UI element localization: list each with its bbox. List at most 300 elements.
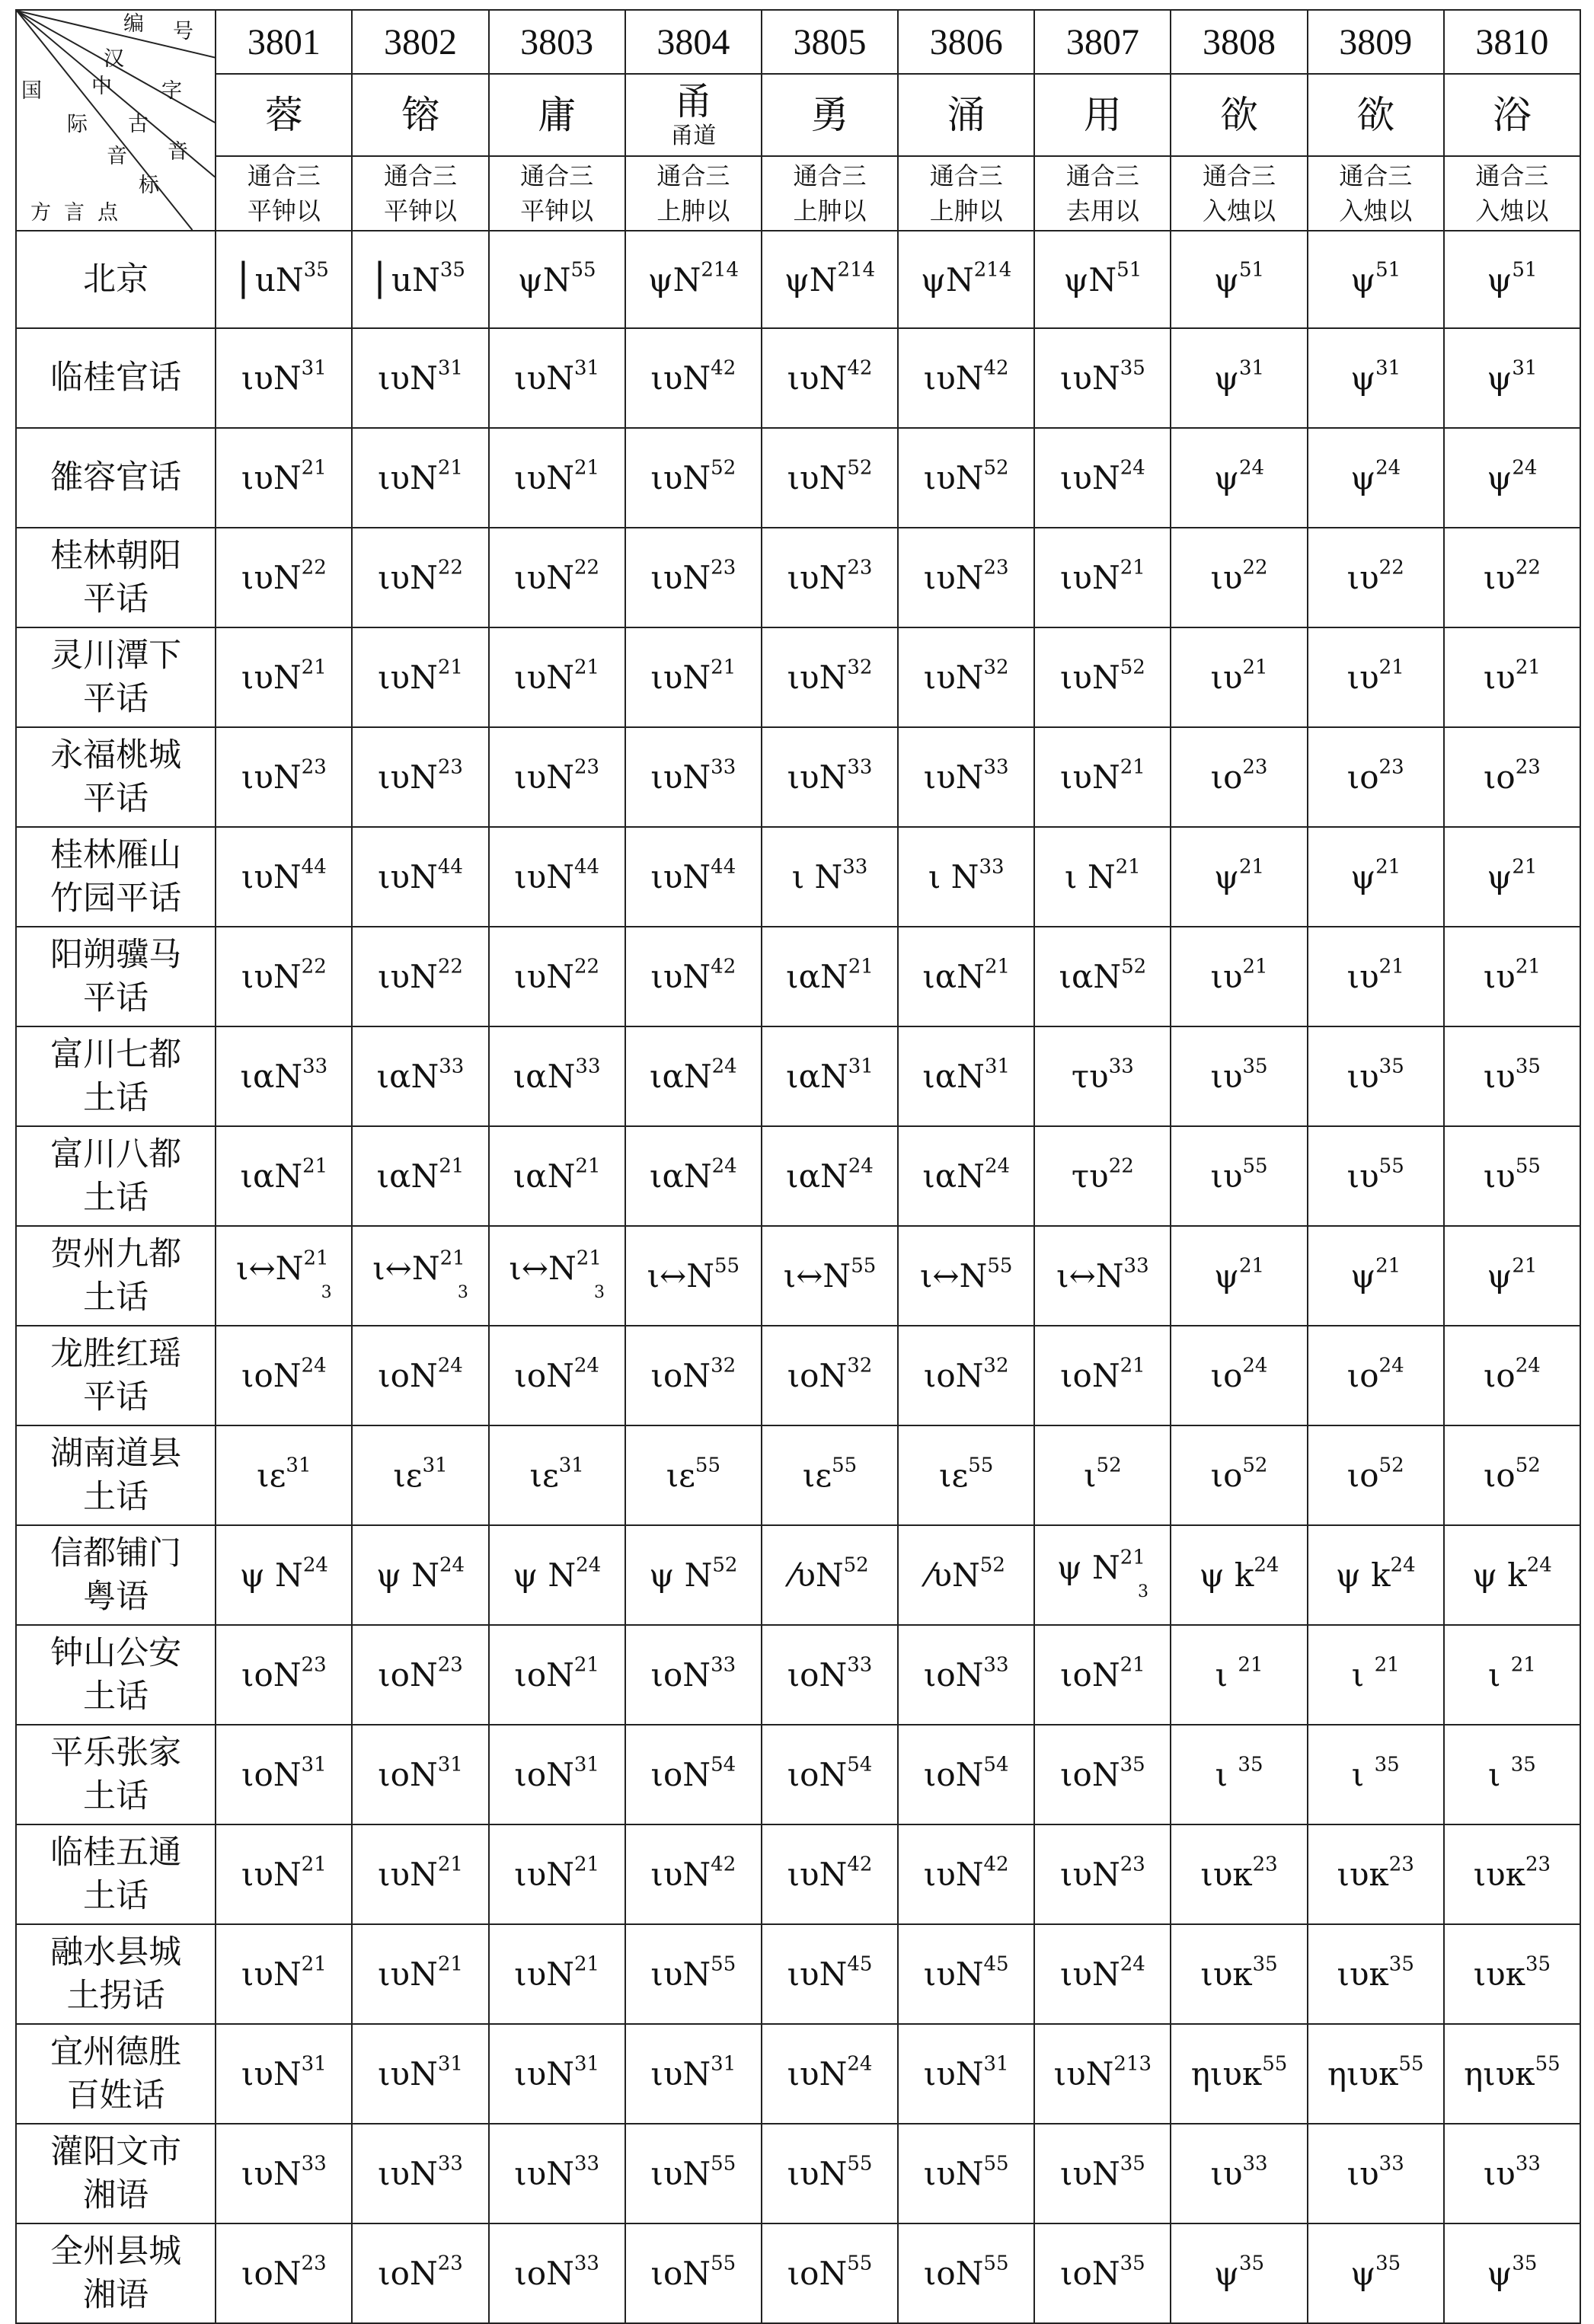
middle-chinese-line: 通合三 [520, 161, 594, 190]
subscript-mark: 3 [1137, 1582, 1148, 1601]
ipa-cell [898, 1924, 1034, 2024]
table-row [16, 727, 1580, 827]
ipa-cell [898, 1725, 1034, 1824]
tone-value: 21 [984, 955, 1011, 978]
tone-value: 21 [1515, 955, 1541, 978]
tone-value: 22 [1108, 1154, 1134, 1178]
ipa-transcription: ψ k [1335, 1556, 1391, 1594]
ipa-transcription: ιυN [514, 758, 574, 796]
tone-value: 35 [1512, 2252, 1538, 2275]
subscript-mark: 3 [593, 1282, 605, 1302]
ipa-cell [216, 1525, 352, 1625]
ipa-transcription: ιυN [650, 559, 711, 596]
middle-chinese-line: 通合三 [384, 161, 458, 190]
ipa-transcription: ψN [921, 260, 974, 298]
ipa-cell [1444, 2024, 1580, 2124]
tone-value: 24 [573, 1354, 599, 1377]
middle-chinese-line: 平钟以 [520, 196, 594, 225]
column-number: 3806 [898, 10, 1034, 74]
ipa-cell [352, 1725, 488, 1824]
tone-value: 33 [983, 1653, 1009, 1677]
tone-value: 214 [701, 258, 740, 281]
ipa-cell [625, 1525, 762, 1625]
ipa-transcription: ιαN [922, 958, 985, 995]
ipa-cell [1308, 328, 1444, 428]
ipa-cell [352, 1226, 488, 1326]
ipa-transcription: ιυN [787, 758, 848, 796]
ipa-cell [1171, 1525, 1307, 1625]
ipa-cell [1034, 1326, 1171, 1425]
character-glyph: 镕 [401, 92, 439, 137]
tone-value: 23 [437, 2252, 463, 2275]
ipa-transcription: ψN [647, 260, 701, 298]
tone-value: 21 [1115, 855, 1141, 879]
tone-value: 51 [1238, 258, 1265, 281]
dialect-location [16, 727, 216, 827]
ipa-transcription: ιε [393, 1457, 423, 1494]
ipa-cell [898, 1026, 1034, 1126]
tone-value: 33 [1242, 2152, 1268, 2176]
ipa-cell [1308, 428, 1444, 528]
ipa-transcription: ψ [1350, 858, 1376, 895]
column-number: 3810 [1444, 10, 1580, 74]
ipa-cell [216, 1924, 352, 2024]
table-row [16, 1824, 1580, 1924]
tone-value: 21 [1375, 1254, 1401, 1278]
ipa-cell [898, 1226, 1034, 1326]
ipa-transcription: ψ [1350, 2255, 1376, 2292]
middle-chinese-line: 入烛以 [1339, 196, 1413, 225]
ipa-cell [352, 1824, 488, 1924]
ipa-cell [352, 2024, 488, 2124]
ipa-cell [1171, 528, 1307, 627]
ipa-transcription: ιυN [1059, 758, 1120, 796]
dialect-location-line: 贺州九都 [50, 1234, 182, 1273]
ipa-transcription: ιαN [513, 1157, 576, 1195]
ipa-cell [352, 2124, 488, 2223]
tone-value: 55 [711, 1952, 736, 1976]
tone-value: 42 [847, 1853, 873, 1876]
ipa-transcription: ψ [1350, 459, 1376, 496]
ipa-cell [1171, 1226, 1307, 1326]
ipa-cell [1034, 428, 1171, 528]
ipa-cell [216, 2124, 352, 2223]
tone-value: 54 [983, 1753, 1009, 1777]
ipa-cell [1444, 2223, 1580, 2323]
ipa-cell [216, 231, 352, 328]
dialect-location-line: 雒容官话 [50, 458, 182, 497]
ipa-transcription: ψ N [1056, 1549, 1120, 1587]
ipa-transcription: ηιυκ [1464, 2055, 1535, 2093]
middle-chinese-line: 通合三 [793, 161, 867, 190]
corner-label-zi: 字 [161, 79, 182, 103]
tone-value: 21 [848, 955, 874, 978]
dialect-location [16, 1525, 216, 1625]
character-glyph: 用 [1083, 92, 1122, 137]
ipa-transcription: τυ [1071, 1058, 1109, 1095]
ipa-transcription: ιυN [787, 1955, 848, 1993]
tone-value: 32 [847, 656, 873, 679]
ipa-cell [489, 1625, 625, 1725]
tone-value: 52 [1121, 955, 1147, 978]
ipa-cell [762, 1026, 898, 1126]
middle-chinese-line: 通合三 [1339, 161, 1413, 190]
ipa-transcription: ι↔N [509, 1250, 577, 1288]
ipa-cell [762, 1425, 898, 1525]
ipa-cell [352, 1425, 488, 1525]
table-row [16, 627, 1580, 727]
ipa-cell [489, 2223, 625, 2323]
ipa-transcription: ιοN [378, 1756, 438, 1793]
tone-value: 42 [847, 356, 873, 380]
ipa-cell [1308, 2223, 1444, 2323]
ipa-cell [1171, 1824, 1307, 1924]
tone-value: 42 [983, 1853, 1009, 1876]
ipa-cell [625, 927, 762, 1026]
ipa-transcription: ιοN [923, 1357, 984, 1394]
tone-value: 24 [1526, 1553, 1552, 1577]
tone-value: 21 [1120, 1354, 1145, 1377]
ipa-cell [1444, 1026, 1580, 1126]
ipa-transcription: ιοN [650, 1656, 711, 1694]
tone-value: 33 [847, 1653, 873, 1677]
ipa-cell [625, 2223, 762, 2323]
ipa-transcription: ιυN [241, 459, 302, 496]
table-row [16, 1625, 1580, 1725]
middle-chinese-line: 平钟以 [384, 196, 458, 225]
ipa-transcription: ιυ [1483, 958, 1516, 995]
ipa-cell [489, 1226, 625, 1326]
dialect-location [16, 627, 216, 727]
ipa-cell [1308, 1026, 1444, 1126]
dialect-location-line: 临桂五通 [50, 1833, 182, 1872]
ipa-cell [625, 1226, 762, 1326]
ipa-cell [1171, 1026, 1307, 1126]
ipa-transcription: ι N [1065, 858, 1116, 895]
header-corner-cell [16, 10, 216, 231]
ipa-cell [352, 1026, 488, 1126]
ipa-cell [216, 2223, 352, 2323]
ipa-cell [1308, 727, 1444, 827]
dialect-location-line: 土话 [83, 1876, 149, 1915]
tone-value: 33 [573, 2252, 599, 2275]
tone-value: 55 [570, 258, 596, 281]
ipa-cell [898, 328, 1034, 428]
tone-value: 21 [576, 1247, 602, 1270]
ipa-cell [898, 428, 1034, 528]
column-number: 3807 [1034, 10, 1171, 74]
dialect-location-line: 土话 [83, 1677, 149, 1716]
ipa-transcription: ιυN [1059, 659, 1120, 696]
tone-value: 21 [1378, 656, 1404, 679]
ipa-cell [1034, 627, 1171, 727]
ipa-transcription: ιυN [241, 659, 302, 696]
tone-value: 23 [983, 556, 1009, 579]
ipa-transcription: ιο [1483, 758, 1516, 796]
corner-label-dian: 点 [97, 201, 118, 225]
ipa-transcription: ιυ [1346, 1058, 1379, 1095]
character-glyph: 欲 [1220, 92, 1259, 137]
ipa-transcription: ιυ [1483, 559, 1516, 596]
middle-chinese-line: 通合三 [1475, 161, 1549, 190]
dialect-location-line: 土话 [83, 1278, 149, 1317]
ipa-transcription: ιοN [650, 1756, 711, 1793]
ipa-cell [1034, 727, 1171, 827]
table-row [16, 1326, 1580, 1425]
ipa-cell [1444, 927, 1580, 1026]
tone-value: 24 [437, 1354, 463, 1377]
dialect-location [16, 1924, 216, 2024]
ipa-transcription: ιοN [787, 1756, 848, 1793]
table-row [16, 1425, 1580, 1525]
tone-value: 31 [422, 1454, 448, 1477]
tone-value: 55 [847, 2252, 873, 2275]
ipa-cell [352, 231, 488, 328]
tone-value: 23 [301, 1653, 327, 1677]
tone-value: 24 [1242, 1354, 1268, 1377]
ipa-cell [625, 231, 762, 328]
tone-value: 214 [837, 258, 876, 281]
tone-value: 24 [1238, 456, 1265, 480]
ipa-cell [1171, 1924, 1307, 2024]
column-middle-chinese [1171, 156, 1307, 231]
tone-value: 23 [437, 1653, 463, 1677]
ipa-transcription: ιο [1210, 1457, 1243, 1494]
tone-value: 55 [714, 1254, 740, 1278]
ipa-transcription: ιυ [1346, 559, 1379, 596]
ipa-cell [1171, 2024, 1307, 2124]
character-glyph: 庸 [538, 92, 577, 137]
ipa-cell [1171, 627, 1307, 727]
ipa-transcription: ιυN [241, 1955, 302, 1993]
tone-value: 32 [711, 1354, 736, 1377]
tone-value: 52 [979, 1553, 1005, 1577]
ipa-transcription: ιυN [378, 1856, 438, 1893]
table-row [16, 2124, 1580, 2223]
dialect-location [16, 1326, 216, 1425]
dialect-location-line: 龙胜红瑶 [50, 1334, 182, 1373]
middle-chinese-line: 平钟以 [247, 196, 321, 225]
ipa-cell [762, 428, 898, 528]
ipa-transcription: ιυN [241, 958, 302, 995]
ipa-cell [1444, 1525, 1580, 1625]
tone-value: 24 [1515, 1354, 1541, 1377]
ipa-cell [216, 927, 352, 1026]
tone-value: 31 [1238, 356, 1265, 380]
ipa-transcription: ιυN [514, 2055, 574, 2093]
tone-value: 24 [1512, 456, 1538, 480]
ipa-transcription: ιοN [514, 1357, 574, 1394]
ipa-transcription: ιυ [1210, 1058, 1243, 1095]
tone-value: 32 [983, 656, 1009, 679]
ipa-transcription: ιυ [1210, 659, 1243, 696]
ipa-transcription: ιυN [514, 1955, 574, 1993]
ipa-transcription: ιοN [241, 1656, 302, 1694]
ipa-cell [1034, 927, 1171, 1026]
ipa-transcription: ιοN [378, 2255, 438, 2292]
ipa-transcription: ψ [1487, 2255, 1513, 2292]
ipa-cell [1171, 1126, 1307, 1226]
dialect-location [16, 231, 216, 328]
ipa-cell [1308, 1924, 1444, 2024]
column-number: 3801 [216, 10, 352, 74]
corner-label-fang: 方 [30, 201, 51, 225]
ipa-transcription: ιυ [1346, 958, 1379, 995]
tone-value: 55 [832, 1454, 858, 1477]
tone-value: 35 [1238, 2252, 1265, 2275]
ipa-transcription: ιοN [514, 1656, 574, 1694]
tone-value: 21 [439, 1154, 465, 1178]
column-character [352, 74, 488, 156]
ipa-cell [762, 1525, 898, 1625]
tone-value: 24 [711, 1055, 737, 1078]
ipa-cell [352, 1625, 488, 1725]
tone-value: 51 [1116, 258, 1142, 281]
ipa-cell [625, 1326, 762, 1425]
table-row [16, 328, 1580, 428]
ipa-transcription: ιυN [378, 459, 438, 496]
tone-value: 52 [983, 456, 1009, 480]
ipa-cell [352, 727, 488, 827]
ipa-cell [489, 727, 625, 827]
tone-value: 21 [301, 1952, 327, 1976]
tone-value: 24 [984, 1154, 1011, 1178]
tone-value: 52 [1120, 656, 1145, 679]
tone-value: 35 [303, 258, 329, 281]
ipa-transcription: ιυκ [1473, 1955, 1525, 1993]
tone-value: 33 [575, 1055, 601, 1078]
ipa-cell [352, 1126, 488, 1226]
ipa-transcription: ιυN [378, 359, 438, 397]
ipa-cell [489, 1924, 625, 2024]
tone-value: 24 [848, 1154, 874, 1178]
ipa-transcription: ι↔N [1056, 1257, 1124, 1294]
corner-label-han: 汉 [104, 47, 124, 71]
ipa-transcription: ιαN [376, 1058, 439, 1095]
ipa-cell [489, 328, 625, 428]
tone-value: 44 [437, 855, 463, 879]
ipa-cell [216, 1625, 352, 1725]
ipa-transcription: ιυN [650, 2155, 711, 2192]
tone-value: 24 [1375, 456, 1401, 480]
table-row [16, 428, 1580, 528]
dialect-location [16, 1126, 216, 1226]
ipa-transcription: ψ [1487, 459, 1513, 496]
ipa-cell [625, 1625, 762, 1725]
tone-value: 33 [842, 855, 868, 879]
column-number: 3809 [1308, 10, 1444, 74]
tone-value: 24 [847, 2052, 873, 2076]
tone-value: 21 [574, 656, 600, 679]
tone-value: 55 [987, 1254, 1013, 1278]
ipa-cell [1308, 2024, 1444, 2124]
corner-label-gu: 古 [128, 113, 149, 136]
dialect-location-line: 平话 [83, 1377, 149, 1416]
ipa-transcription: ιυκ [1473, 1856, 1525, 1893]
ipa-cell [1308, 1126, 1444, 1226]
ipa-cell [625, 528, 762, 627]
ipa-transcription: ιαN [376, 1157, 439, 1195]
tone-value: 21 [1120, 1546, 1145, 1569]
dialect-location-line: 平乐张家 [50, 1733, 182, 1772]
tone-value: 35 [1120, 2252, 1145, 2275]
tone-value: 24 [1120, 456, 1145, 480]
ipa-transcription: ιαN [922, 1157, 985, 1195]
ipa-cell [352, 428, 488, 528]
tone-value: 24 [576, 1553, 602, 1577]
ipa-transcription: ιυ [1483, 1157, 1516, 1195]
ipa-transcription: ψ [1214, 459, 1239, 496]
middle-chinese-line: 入烛以 [1203, 196, 1276, 225]
middle-chinese-line: 上肿以 [793, 196, 867, 225]
ipa-transcription: ι↔N [372, 1250, 440, 1288]
tone-value: 55 [1398, 2052, 1424, 2076]
ipa-cell [352, 528, 488, 627]
ipa-transcription: ιυN [241, 2155, 302, 2192]
ipa-transcription: ιοN [241, 2255, 302, 2292]
ipa-transcription: ιυN [241, 359, 302, 397]
column-middle-chinese [625, 156, 762, 231]
column-middle-chinese [489, 156, 625, 231]
dialect-location-line: 钟山公安 [50, 1633, 182, 1672]
ipa-cell [898, 2024, 1034, 2124]
ipa-transcription: ιε [802, 1457, 832, 1494]
ipa-cell [1444, 528, 1580, 627]
tone-value: 33 [439, 1055, 465, 1078]
ipa-transcription: ιυN [787, 1856, 848, 1893]
corner-label-yan: 言 [64, 201, 85, 225]
tone-value: 52 [843, 1553, 869, 1577]
ipa-cell [1444, 1226, 1580, 1326]
dialect-location-line: 永福桃城 [50, 736, 182, 774]
header-row-number [16, 10, 1580, 74]
tone-value: 24 [711, 1154, 737, 1178]
tone-value: 32 [983, 1354, 1009, 1377]
table-row [16, 827, 1580, 927]
ipa-cell [1034, 328, 1171, 428]
ipa-transcription: ιο [1210, 758, 1243, 796]
ipa-transcription: ιυN [514, 858, 574, 895]
ipa-cell [216, 1226, 352, 1326]
ipa-cell [352, 1924, 488, 2024]
tone-value: 52 [712, 1553, 738, 1577]
ipa-transcription: ηιυκ [1327, 2055, 1399, 2093]
tone-value: 23 [1388, 1853, 1414, 1876]
tone-value: 35 [1238, 1753, 1263, 1777]
tone-value: 44 [711, 855, 736, 879]
ipa-cell [1308, 1226, 1444, 1326]
ipa-cell [1308, 1326, 1444, 1425]
ipa-transcription: ιυN [1059, 1955, 1120, 1993]
ipa-cell [1034, 231, 1171, 328]
character-glyph: 甬 [674, 79, 713, 124]
tone-value: 33 [1108, 1055, 1134, 1078]
ipa-transcription: ιο [1346, 758, 1379, 796]
ipa-transcription: ιυN [514, 459, 574, 496]
ipa-cell [489, 1725, 625, 1824]
ipa-cell [625, 627, 762, 727]
tone-value: 21 [1512, 855, 1538, 879]
ipa-cell [489, 1425, 625, 1525]
ipa-cell [352, 827, 488, 927]
table-row [16, 2024, 1580, 2124]
tone-value: 33 [1123, 1254, 1149, 1278]
ipa-transcription: ιυ [1346, 2155, 1379, 2192]
tone-value: 21 [575, 1154, 601, 1178]
corner-label-number-2: 号 [173, 20, 193, 43]
dialect-location-line: 富川七都 [50, 1035, 182, 1074]
ipa-transcription: ι [1084, 1457, 1097, 1494]
